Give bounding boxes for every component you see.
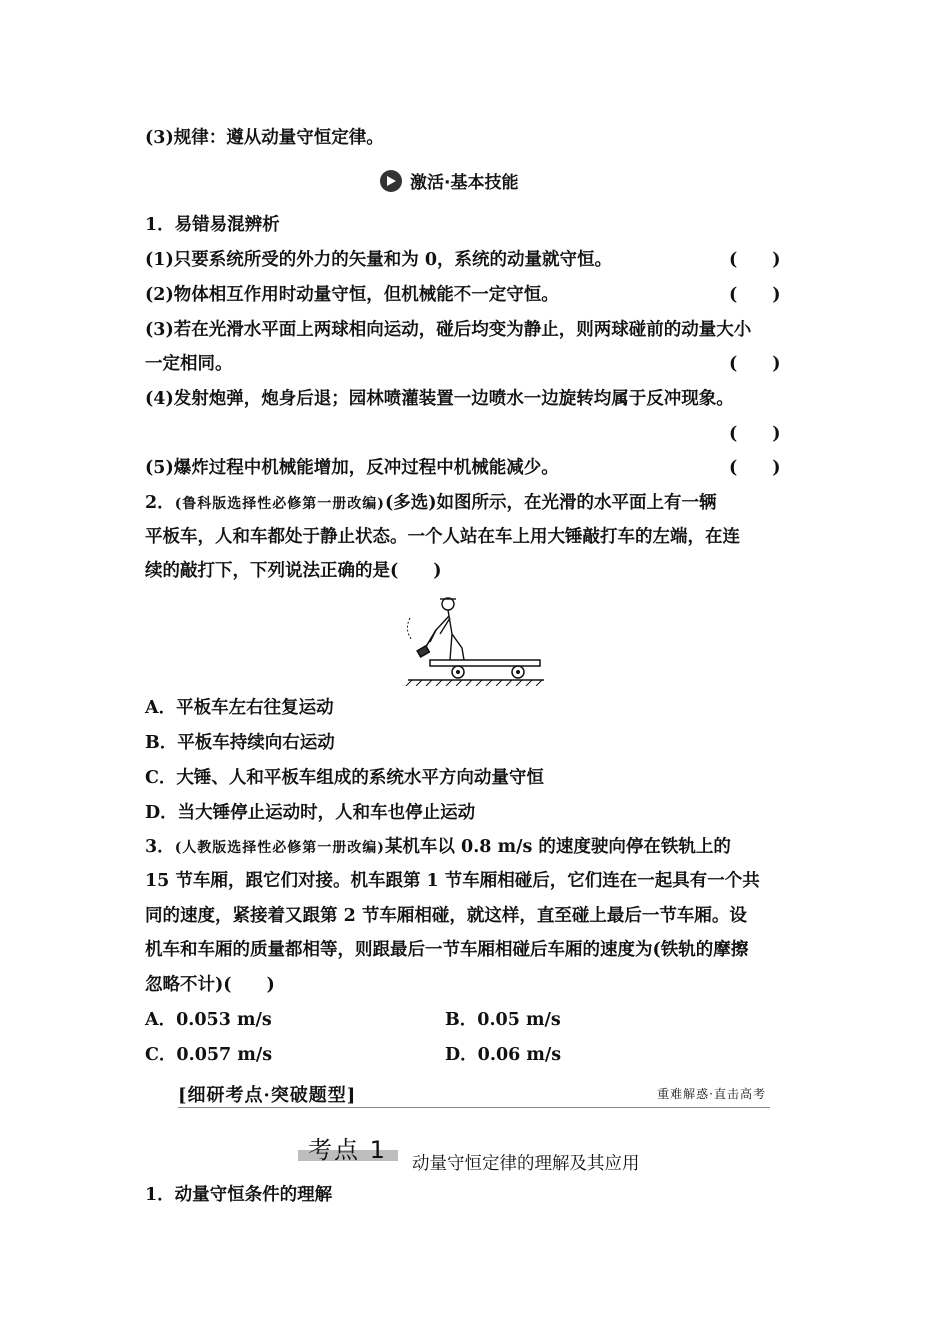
q2-text: (多选)如图所示，在光滑的水平面上有一辆	[384, 493, 717, 513]
q3-option-d: D．0.06 m/s	[445, 1045, 562, 1065]
q3-text: 某机车以 0.8 m/s 的速度驶向停在铁轨上的	[384, 837, 731, 857]
q3-line-5: 忽略不计)( )	[145, 975, 275, 995]
q2-option-b: B．平板车持续向右运动	[145, 733, 335, 753]
section-heading	[380, 168, 518, 193]
answer-blank: ( )	[729, 354, 781, 374]
rule-line: (3)规律：遵从动量守恒定律。	[145, 128, 384, 148]
answer-blank: ( )	[729, 424, 781, 444]
subsection-heading: 1．动量守恒条件的理解	[145, 1185, 333, 1205]
q3-line-2: 15 节车厢，跟它们对接。机车跟第 1 节车厢相碰后，它们连在一起具有一个共	[145, 871, 760, 891]
q3-option-c: C．0.057 m/s	[145, 1045, 273, 1065]
q2-line-2: 平板车，人和车都处于静止状态。一个人站在车上用大锤敲打车的左端，在连	[145, 527, 740, 547]
q3-source: (人教版选择性必修第一册改编)	[174, 840, 385, 856]
q2-source: (鲁科版选择性必修第一册改编)	[174, 496, 385, 512]
q1-item-2: (2)物体相互作用时动量守恒，但机械能不一定守恒。	[145, 285, 559, 305]
q1-item-3: (3)若在光滑水平面上两球相向运动，碰后均变为静止，则两球碰前的动量大小	[145, 320, 752, 340]
q2-line-1	[145, 491, 717, 516]
q3-line-3: 同的速度，紧接着又跟第 2 节车厢相碰，就这样，直至碰上最后一节车厢。设	[145, 906, 747, 926]
swing-arc	[407, 618, 412, 640]
section-banner	[178, 1079, 770, 1108]
hammer	[417, 630, 436, 657]
q3-option-b: B．0.05 m/s	[445, 1010, 561, 1030]
answer-blank: ( )	[729, 458, 781, 478]
q2-number: 2．	[145, 493, 175, 513]
kaodian-number: 考点 1	[308, 1136, 387, 1164]
q1-item-4: (4)发射炮弹，炮身后退；园林喷灌装置一边喷水一边旋转均属于反冲现象。	[145, 389, 734, 409]
banner-subtitle: 重难解惑·直击高考	[657, 1087, 766, 1101]
cart-figure	[400, 590, 548, 686]
q3-number: 3．	[145, 837, 175, 857]
q1-item-1: (1)只要系统所受的外力的矢量和为 0，系统的动量就守恒。	[145, 250, 613, 270]
play-icon	[380, 170, 402, 192]
q1-item-5: (5)爆炸过程中机械能增加，反冲过程中机械能减少。	[145, 458, 559, 478]
section-title: 激活·基本技能	[410, 173, 519, 193]
answer-blank: ( )	[729, 250, 781, 270]
answer-blank: ( )	[729, 285, 781, 305]
person	[430, 598, 464, 660]
q2-option-d: D．当大锤停止运动时，人和车也停止运动	[145, 803, 476, 823]
q2-line-3: 续的敲打下，下列说法正确的是( )	[145, 561, 442, 581]
q3-option-a: A．0.053 m/s	[145, 1010, 272, 1030]
q2-option-c: C．大锤、人和平板车组成的系统水平方向动量守恒	[145, 768, 544, 788]
q1-item-3-cont: 一定相同。	[145, 354, 233, 374]
q3-line-1	[145, 835, 731, 860]
cart-board	[430, 660, 540, 666]
ground-hatch	[406, 680, 542, 686]
kaodian-title: 动量守恒定律的理解及其应用	[412, 1154, 640, 1174]
banner-title: [细研考点·突破题型]	[178, 1085, 357, 1106]
kaodian-label	[298, 1130, 398, 1164]
q1-title: 1．易错易混辨析	[145, 215, 280, 235]
q3-line-4: 机车和车厢的质量都相等，则跟最后一节车厢相碰后车厢的速度为(铁轨的摩擦	[145, 940, 749, 960]
q2-option-a: A．平板车左右往复运动	[145, 698, 334, 718]
